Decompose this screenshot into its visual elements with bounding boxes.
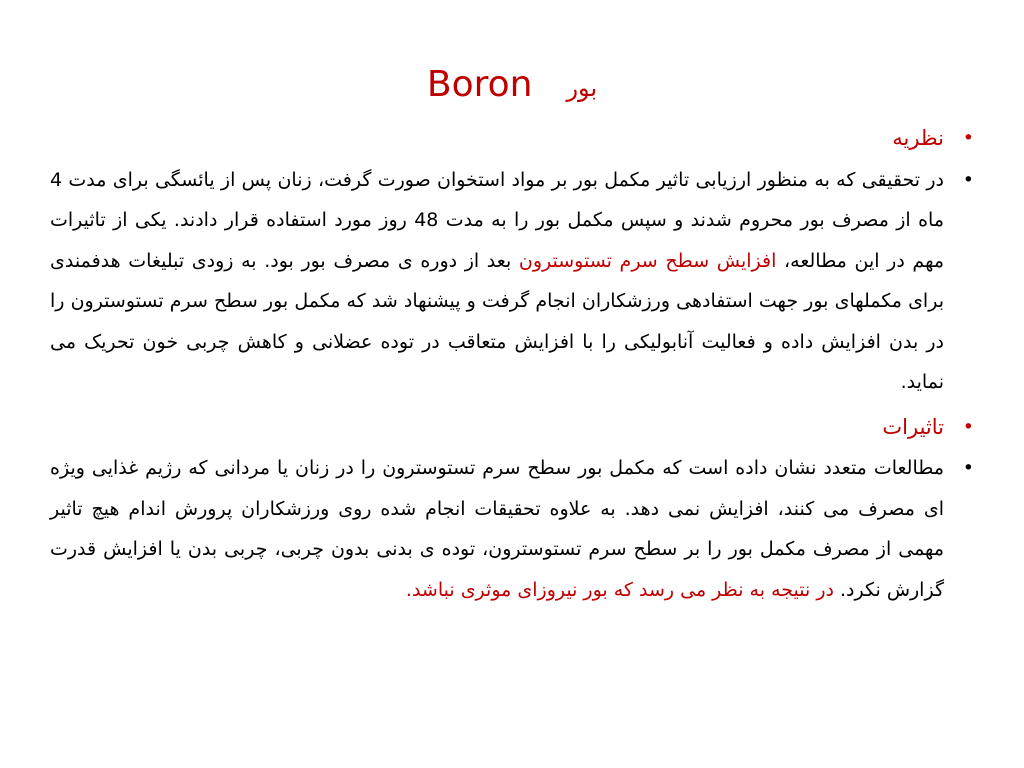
bullet-icon: • [962, 168, 974, 191]
section-heading-theory: نظریه [892, 126, 944, 150]
bullet-icon: • [962, 415, 974, 438]
slide-body [50, 118, 974, 610]
effects-text-highlight: در نتیجه به نظر می رسد که بور نیروزای موثری نباشد. [405, 578, 834, 601]
theory-text-after: بعد از دوره ی مصرف بور بود. به زودی تبلیغات هدفمندی برای مکملهای بور جهت استفادهی ورزشکاران انجام گرفت و پیشنهاد شد که مکمل بور سطح سرم تستوسترون را در بدن افزایش داده و فعالیت آنابولیکی را با افزایش متعاقب در توده عضلانی و کاهش چربی خون تحریک می نماید. [50, 249, 944, 393]
bullet-icon: • [962, 457, 974, 479]
section-heading-effects: تاثیرات [882, 414, 944, 439]
bullet-heading-effects [50, 407, 974, 449]
bullet-icon: • [962, 127, 974, 149]
slide-title [0, 58, 1024, 115]
theory-text-before: در تحقیقی که به منظور ارزیابی تاثیر مکمل بور بر مواد استخوان صورت گرفت، زنان پس از یائسگی برای مدت 4 ماه از مصرف بور محروم شدند و سپس مکمل بور را به مدت 48 روز مورد استفاده قرار دادند. یکی از تاثیرات مهم در این مطالعه، [50, 168, 945, 272]
title-latin: Boron [426, 64, 533, 105]
effects-text-before: مطالعات متعدد نشان داده است که مکمل بور سطح سرم تستوسترون را در زنان یا مردانی که رژیم غذایی ویژه ای مصرف می کنند، افزایش نمی دهد. به علاوه تحقیقات انجام شده روی ورزشکاران پرورش اندام هیچ تاثیر مهمی از مصرف مکمل بور را بر سطح سرم تستوسترون، توده ی بدنی بدون چربی، چربی بدن یا افزایش قدرت گزارش نکرد. [50, 457, 944, 601]
bullet-heading-theory [50, 118, 974, 160]
bullet-paragraph-effects [50, 448, 974, 610]
bullet-paragraph-theory [50, 160, 974, 403]
theory-text-highlight: افزایش سطح سرم تستوسترون [518, 249, 777, 272]
title-persian: بور [566, 74, 598, 102]
